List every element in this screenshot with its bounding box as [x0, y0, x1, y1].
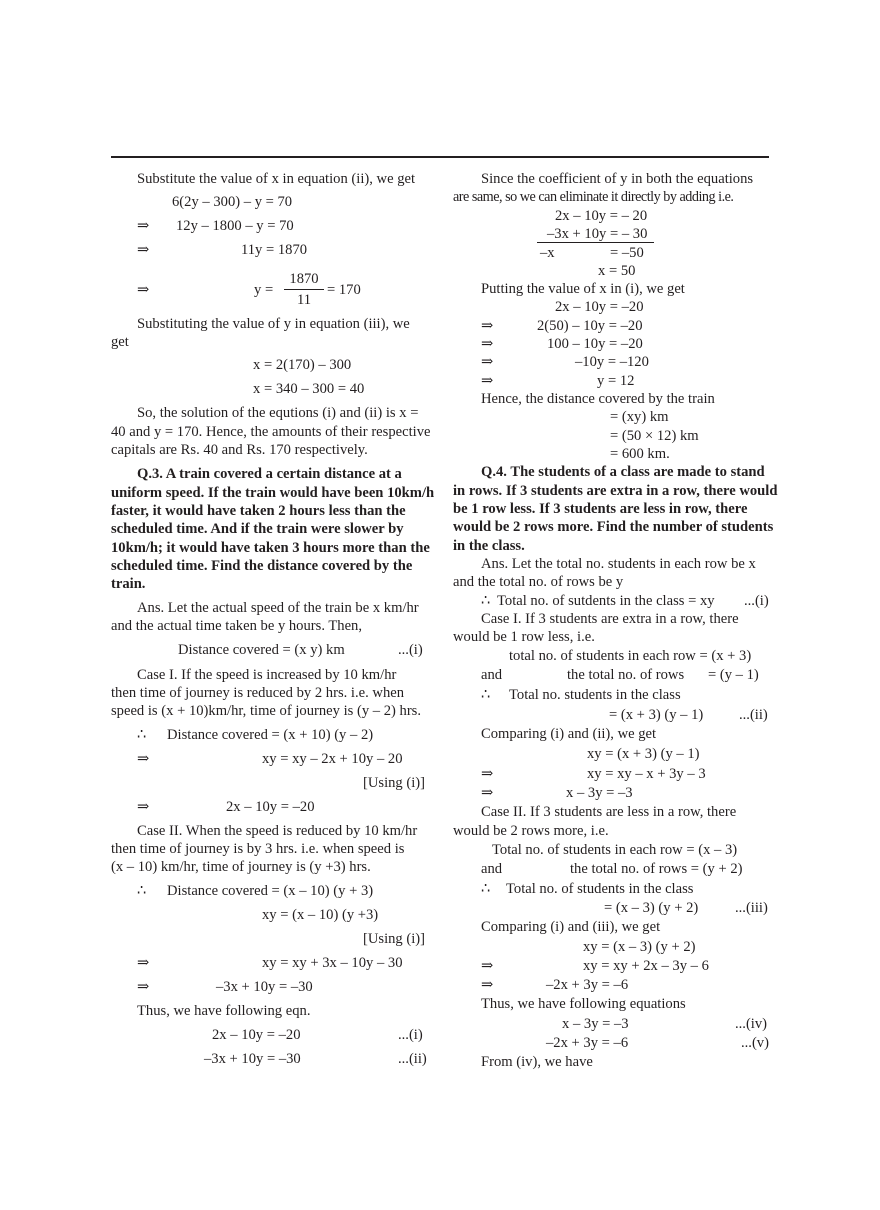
equation: x – 3y = –3 [562, 1016, 629, 1032]
case-line: then time of journey is reduced by 2 hrs. i.e. when [111, 685, 405, 701]
therefore-symbol: ∴ [481, 593, 491, 609]
case-line: (x – 10) km/hr, time of journey is (y +3) hrs. [111, 859, 371, 875]
text-line: total no. of students in each row = (x + 3) [509, 648, 752, 664]
equation: –3x + 10y = –30 [216, 979, 313, 995]
equation-label: ...(i) [398, 642, 423, 658]
equation-label: ...(ii) [739, 707, 768, 723]
equation: –10y = –120 [575, 354, 649, 370]
equation: y = 12 [597, 373, 635, 389]
sum-line [537, 242, 654, 243]
equation: Distance covered = (x y) km [178, 642, 345, 658]
equation: –2x + 3y = –6 [546, 977, 629, 993]
implies-symbol: ⇒ [481, 318, 494, 334]
text-line: Total no. students in the class [509, 687, 681, 703]
equation: xy = xy + 3x – 10y – 30 [262, 955, 403, 971]
text-line: = (y – 1) [708, 667, 759, 683]
equation: = –50 [610, 245, 644, 261]
text-line: 40 and y = 170. Hence, the amounts of their respective [111, 424, 431, 440]
answer-line: and the total no. of rows be y [453, 574, 624, 590]
equation: 2(50) – 10y = –20 [537, 318, 643, 334]
equation: 6(2y – 300) – y = 70 [172, 194, 293, 210]
implies-symbol: ⇒ [137, 955, 150, 971]
equation: = (x – 3) (y + 2) [604, 900, 699, 916]
question-text: faster, it would have taken 2 hours less than the [111, 503, 406, 519]
equation-note: [Using (i)] [363, 775, 426, 791]
question-text: 10km/h; it would have taken 3 hours more than the [111, 540, 430, 556]
equation: = (50 × 12) km [610, 428, 699, 444]
equation: 2x – 10y = – 20 [555, 208, 648, 224]
text-line: the total no. of rows = (y + 2) [570, 861, 743, 877]
fraction-bar [284, 289, 324, 290]
implies-symbol: ⇒ [137, 282, 150, 298]
text-line: So, the solution of the equtions (i) and (ii) is x = [137, 405, 419, 421]
question-text: be 1 row less. If 3 students are less in row, there [453, 501, 748, 517]
case-line: would be 1 row less, i.e. [453, 629, 595, 645]
equation: 2x – 10y = –20 [226, 799, 315, 815]
answer-line: Ans. Let the total no. students in each row be x [481, 556, 756, 572]
question-heading: Q.4. The students of a class are made to stand [481, 464, 765, 480]
text-line: and [481, 861, 503, 877]
equation: y = [254, 282, 274, 298]
implies-symbol: ⇒ [481, 766, 494, 782]
question-heading: Q.3. A train covered a certain distance at a [137, 466, 402, 482]
equation: 100 – 10y = –20 [547, 336, 643, 352]
case-line: then time of journey is by 3 hrs. i.e. when speed is [111, 841, 405, 857]
equation: 2x – 10y = –20 [212, 1027, 301, 1043]
text-line: Hence, the distance covered by the train [481, 391, 715, 407]
text-line: Substituting the value of y in equation (iii), we [137, 316, 410, 332]
case-line: speed is (x + 10)km/hr, time of journey is (y – 2) hrs. [111, 703, 422, 719]
equation-label: ...(ii) [398, 1051, 427, 1067]
implies-symbol: ⇒ [481, 336, 494, 352]
text-line: Total no. of students in each row = (x – 3) [492, 842, 738, 858]
text-line: capitals are Rs. 40 and Rs. 170 respectively. [111, 442, 368, 458]
equation-label: ...(iii) [735, 900, 768, 916]
question-text: would be 2 rows more. Find the number of students [453, 519, 774, 535]
equation: xy = (x – 10) (y +3) [262, 907, 379, 923]
implies-symbol: ⇒ [481, 373, 494, 389]
case-line: Case I. If 3 students are extra in a row, there [481, 611, 739, 627]
implies-symbol: ⇒ [481, 977, 494, 993]
equation: –3x + 10y = –30 [204, 1051, 301, 1067]
text-line: are same, so we can eliminate it directly by adding i.e. [453, 189, 734, 205]
equation: –3x + 10y = – 30 [547, 226, 648, 242]
fraction [284, 270, 324, 309]
question-text: in rows. If 3 students are extra in a row, there would [453, 483, 778, 499]
implies-symbol: ⇒ [481, 354, 494, 370]
implies-symbol: ⇒ [481, 785, 494, 801]
header-rule [111, 156, 769, 158]
implies-symbol: ⇒ [137, 242, 150, 258]
equation: Distance covered = (x – 10) (y + 3) [167, 883, 374, 899]
case-line: would be 2 rows more, i.e. [453, 823, 609, 839]
equation: x = 50 [598, 263, 636, 279]
question-text: scheduled time. And if the train were slower by [111, 521, 404, 537]
equation-label: ...(i) [398, 1027, 423, 1043]
equation: 2x – 10y = –20 [555, 299, 644, 315]
text-line: From (iv), we have [481, 1054, 593, 1070]
implies-symbol: ⇒ [137, 799, 150, 815]
text-line: Substitute the value of x in equation (ii), we get [137, 171, 416, 187]
equation-label: ...(iv) [735, 1016, 768, 1032]
text-line: Since the coefficient of y in both the equations [481, 171, 754, 187]
question-text: train. [111, 576, 146, 592]
implies-symbol: ⇒ [481, 958, 494, 974]
text-line: Thus, we have following equations [481, 996, 686, 1012]
equation: = (x + 3) (y – 1) [609, 707, 704, 723]
equation-label: ...(i) [744, 593, 769, 609]
equation: 12y – 1800 – y = 70 [176, 218, 294, 234]
equation: –x [540, 245, 555, 261]
equation: Distance covered = (x + 10) (y – 2) [167, 727, 374, 743]
equation: xy = xy – x + 3y – 3 [587, 766, 706, 782]
case-line: Case I. If the speed is increased by 10 km/hr [137, 667, 397, 683]
question-text: uniform speed. If the train would have been 10km/h [111, 485, 435, 501]
equation: x – 3y = –3 [566, 785, 633, 801]
text-line: Thus, we have following eqn. [137, 1003, 311, 1019]
text-line: Putting the value of x in (i), we get [481, 281, 685, 297]
text-line: and [481, 667, 503, 683]
answer-line: Ans. Let the actual speed of the train be x km/hr [137, 600, 419, 616]
question-text: scheduled time. Find the distance covered by the [111, 558, 413, 574]
fraction-denominator: 11 [296, 292, 312, 308]
equation: = 600 km. [610, 446, 670, 462]
therefore-symbol: ∴ [481, 687, 491, 703]
question-text: in the class. [453, 538, 525, 554]
therefore-symbol: ∴ [481, 881, 491, 897]
implies-symbol: ⇒ [137, 979, 150, 995]
equation: xy = xy – 2x + 10y – 20 [262, 751, 403, 767]
equation: = 170 [327, 282, 361, 298]
therefore-symbol: ∴ [137, 727, 147, 743]
text-line: Total no. of students in the class [506, 881, 694, 897]
equation: x = 2(170) – 300 [253, 357, 352, 373]
answer-line: and the actual time taken be y hours. Then, [111, 618, 362, 634]
text-line: Comparing (i) and (ii), we get [481, 726, 657, 742]
therefore-symbol: ∴ [137, 883, 147, 899]
case-line: Case II. If 3 students are less in a row, there [481, 804, 737, 820]
case-line: Case II. When the speed is reduced by 10 km/hr [137, 823, 418, 839]
equation: xy = (x + 3) (y – 1) [587, 746, 700, 762]
equation: x = 340 – 300 = 40 [253, 381, 365, 397]
implies-symbol: ⇒ [137, 751, 150, 767]
equation-label: ...(v) [741, 1035, 769, 1051]
fraction-numerator: 1870 [289, 271, 319, 287]
equation: = (xy) km [610, 409, 669, 425]
equation: –2x + 3y = –6 [546, 1035, 629, 1051]
equation-note: [Using (i)] [363, 931, 426, 947]
equation: xy = (x – 3) (y + 2) [583, 939, 696, 955]
equation: Total no. of sutdents in the class = xy [497, 593, 715, 609]
text-line: get [111, 334, 129, 350]
implies-symbol: ⇒ [137, 218, 150, 234]
equation: 11y = 1870 [241, 242, 308, 258]
text-line: Comparing (i) and (iii), we get [481, 919, 661, 935]
text-line: the total no. of rows [567, 667, 685, 683]
equation: xy = xy + 2x – 3y – 6 [583, 958, 709, 974]
